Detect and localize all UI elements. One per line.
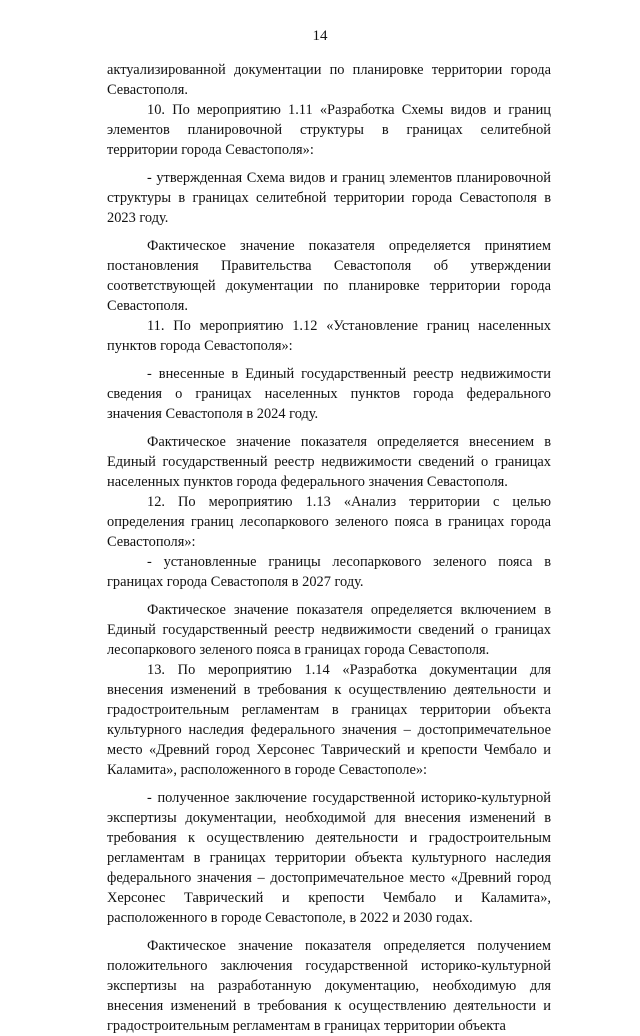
paragraph-10: Фактическое значение показателя определяется включением в Единый государственный реестр недвижимости сведений о границах лесопаркового зеленого пояса в границах города Севастополя.: [107, 602, 551, 658]
paragraph-5: 11. По мероприятию 1.12 «Установление границ населенных пунктов города Севастополя»:: [107, 318, 551, 354]
paragraph-2: 10. По мероприятию 1.11 «Разработка Схемы видов и границ элементов планировочной структуры в границах селитебной территории города Севастополя»:: [107, 102, 551, 158]
paragraph-6: - внесенные в Единый государственный реестр недвижимости сведения о границах населенных пунктов города федерального значения Севастополя в 2024 году.: [107, 366, 551, 422]
paragraph-1: актуализированной документации по планировке территории города Севастополя.: [107, 62, 551, 98]
document-body: [107, 60, 551, 1036]
paragraph-13: Фактическое значение показателя определяется получением положительного заключения государственной историко-культурной экспертизы на разработанную документацию, необходимую для внесения изменений в требования к осуществлению деятельности и градостроительным регламентам в границах территории объекта: [107, 938, 551, 1034]
paragraph-3: - утвержденная Схема видов и границ элементов планировочной структуры в границах селитебной территории города Севастополя в 2023 году.: [107, 170, 551, 226]
paragraph-4: Фактическое значение показателя определяется принятием постановления Правительства Севастополя об утверждении соответствующей документации по планировке территории города Севастополя.: [107, 238, 551, 314]
paragraph-7: Фактическое значение показателя определяется внесением в Единый государственный реестр недвижимости сведений о границах населенных пунктов города федерального значения Севастополя.: [107, 434, 551, 490]
page-number: 14: [312, 28, 328, 44]
paragraph-12: - полученное заключение государственной историко-культурной экспертизы документации, необходимой для внесения изменений в требования к осуществлению деятельности и градостроительным регламентам в границах территории объекта культурного наследия федерального значения – достопримечательное место «Древний город Херсонес Таврический и крепости Чембало и Каламита», расположенного в городе Севастополе, в 2022 и 2030 годах.: [107, 790, 551, 926]
paragraph-8: 12. По мероприятию 1.13 «Анализ территории с целью определения границ лесопаркового зеленого пояса в границах города Севастополя»:: [107, 494, 551, 550]
paragraph-9: - установленные границы лесопаркового зеленого пояса в границах города Севастополя в 2027 году.: [107, 554, 551, 590]
paragraph-11: 13. По мероприятию 1.14 «Разработка документации для внесения изменений в требования к осуществлению деятельности и градостроительным регламентам в границах территории объекта культурного наследия федерального значения – достопримечательное место «Древний город Херсонес Таврический и крепости Чембало и Каламита», расположенного в городе Севастополе»:: [107, 662, 551, 778]
